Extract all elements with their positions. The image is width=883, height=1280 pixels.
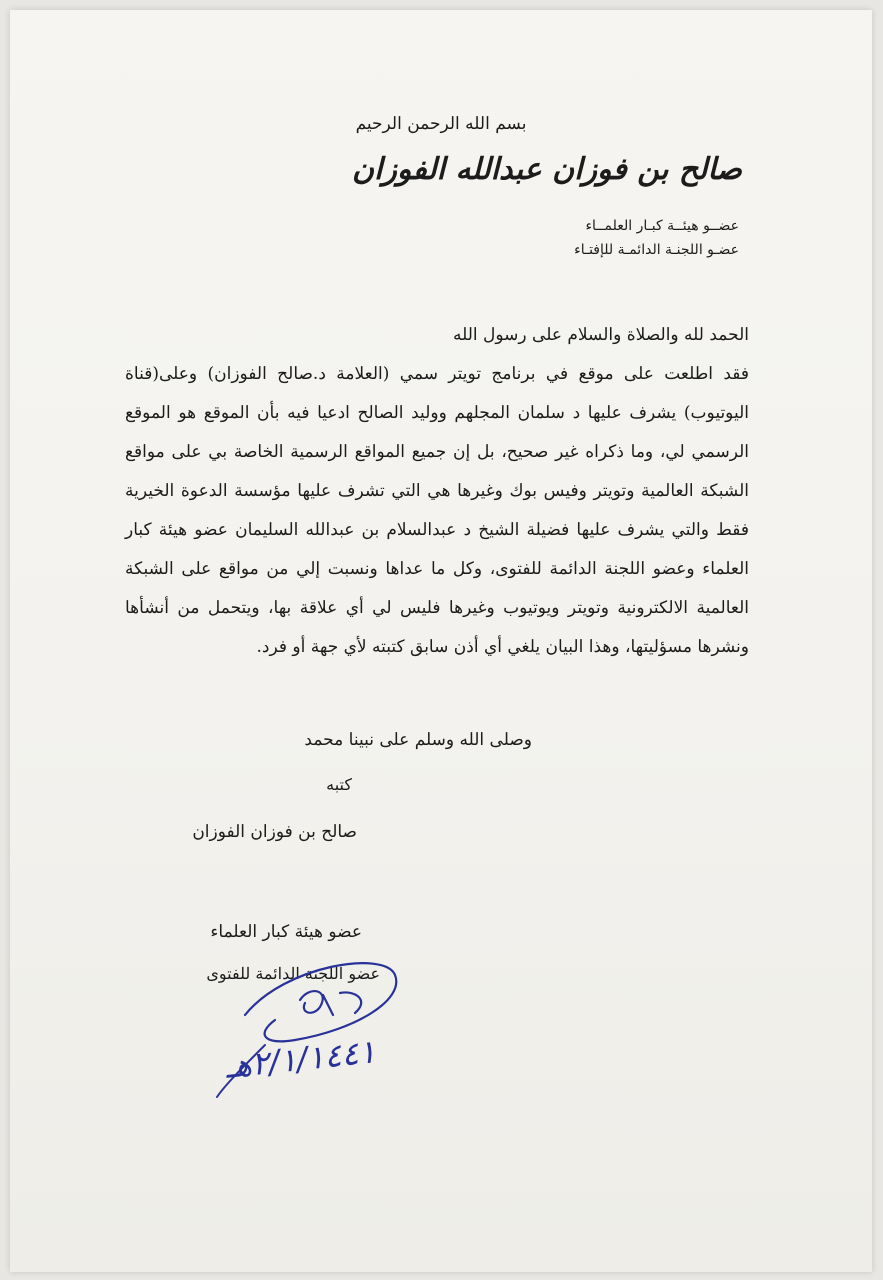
basmala-text: بسم الله الرحمن الرحيم bbox=[355, 114, 527, 134]
handwritten-date: ٢/١/١٤٤١هـ bbox=[223, 1032, 378, 1086]
letter-body bbox=[125, 316, 749, 667]
letter-page bbox=[10, 10, 872, 1272]
basmala bbox=[10, 114, 872, 134]
written-by-label: كتبه bbox=[326, 775, 352, 794]
greeting: الحمد لله والصلاة والسلام على رسول الله bbox=[453, 325, 749, 345]
signer-title-2: عضو اللجنة الدائمة للفتوى bbox=[206, 964, 380, 983]
statement-paragraph: فقد اطلعت على موقع في برنامج تويتر سمي (العلامة د.صالح الفوزان) وعلى(قناة اليوتيوب) يشرف عليها د سلمان المجلهم ووليد الصالح ادعيا فيه بأن الموقع هو الموقع الرسمي لي، وما ذكراه غير صحيح، بل إن جميع المواقع الرسمية الخاصة بي على مواقع الشبكة العالمية وتويتر وفيس بوك وغيرها هي التي تشرف عليها مؤسسة الدعوة الخيرية فقط والتي يشرف عليها فضيلة الشيخ د عبدالسلام بن عبدالله السليمان عضو هيئة كبار العلماء وعضو اللجنة الدائمة للفتوى، وكل ما عداها ونسبت إلي من مواقع على الشبكة العالمية الالكترونية وتويتر ويوتيوب وغيرها فليس لي أي علاقة بها، ويتحمل من أنشأها ونشرها مسؤليتها، وهذا البيان يلغي أي أذن سابق كتبته لأي جهة أو فرد. bbox=[125, 364, 749, 657]
letterhead-titles bbox=[574, 214, 739, 262]
closing-line: وصلى الله وسلم على نبينا محمد bbox=[304, 730, 532, 750]
signer-title-1: عضو هيئة كبار العلماء bbox=[210, 922, 362, 942]
letterhead-name: صالح بن فوزان عبدالله الفوزان bbox=[352, 152, 742, 187]
letterhead-title-2: عضـو اللجنـة الدائمـة للإفتـاء bbox=[574, 242, 739, 258]
signer-name: صالح بن فوزان الفوزان bbox=[192, 822, 357, 842]
letterhead-title-1: عضــو هيئــة كبـار العلمــاء bbox=[585, 218, 739, 234]
